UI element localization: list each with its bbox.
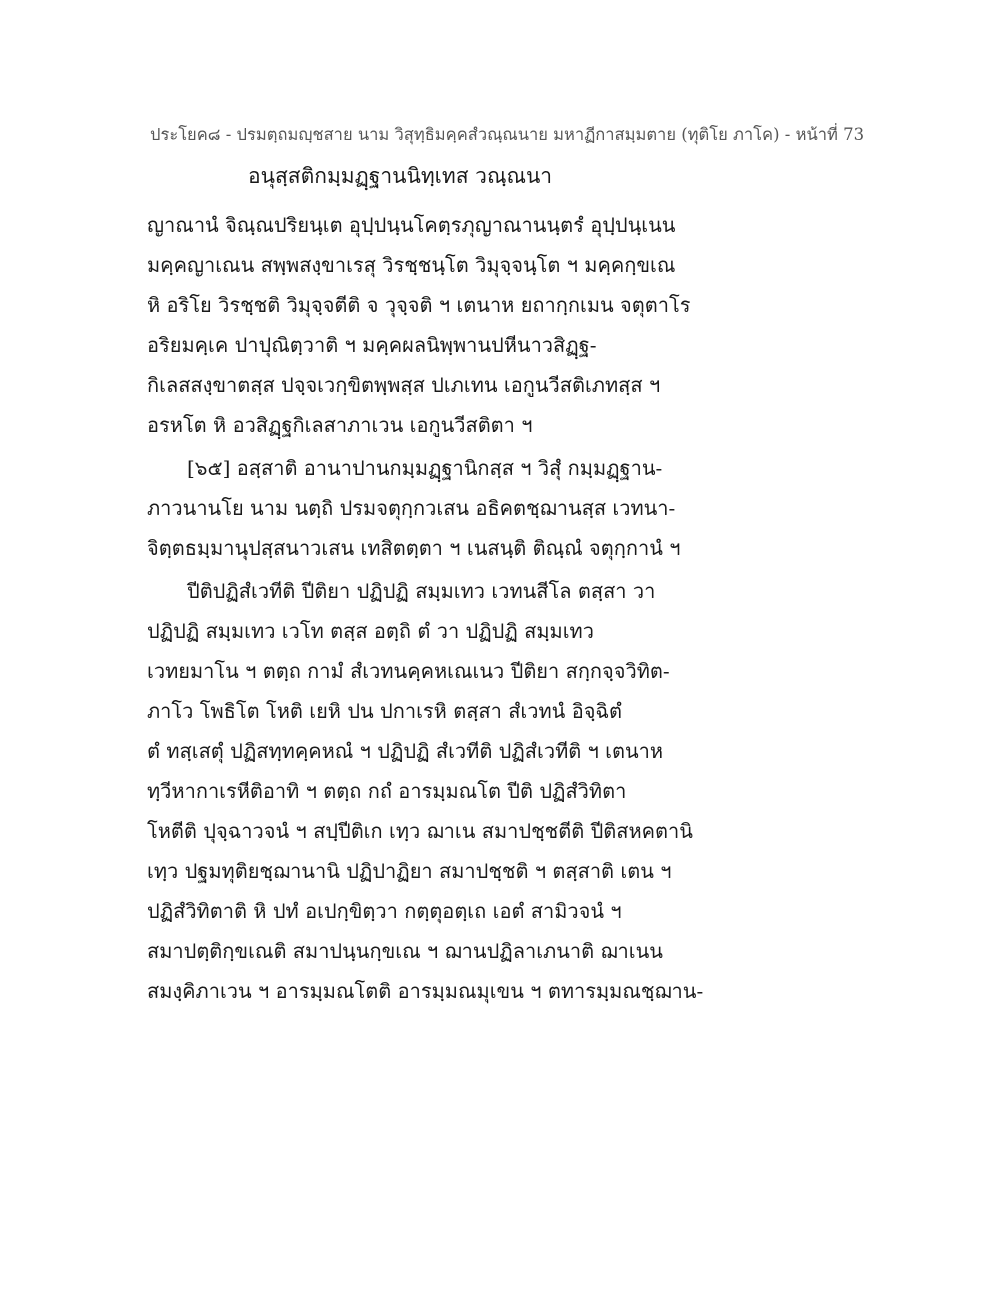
text-line: อรหโต หิ อวสิฏฺฐกิเลสาภาเวน เอกูนวีสติตา ฯ: [147, 413, 533, 437]
section-title: อนุสฺสติกมฺมฏฺฐานนิทฺเทส วณฺณนา: [248, 164, 553, 188]
text-line: สมาปตฺติกฺขเณติ สมาปนฺนกฺขเณ ฯ ฌานปฏิลาเภนาติ ฌาเนน: [147, 939, 663, 963]
text-line: อริยมคฺเค ปาปุณิตฺวาติ ฯ มคฺคผลนิพฺพานปหีนาวสิฏฺฐ-: [147, 333, 597, 357]
text-line: จิตฺตธมฺมานุปสฺสนาวเสน เทสิตตฺตา ฯ เนสนฺติ ติณฺณํ จตุกฺกานํ ฯ: [147, 536, 681, 560]
body-text: [147, 205, 704, 1011]
text-line: หิ อริโย วิรชฺชติ วิมุจฺจตีติ จ วุจฺจติ ฯ เตนาห ยถากฺกเมน จตุตาโร: [147, 293, 691, 317]
text-line: ภาโว โพธิโต โหติ เยหิ ปน ปกาเรหิ ตสฺสา สํเวทนํ อิจฺฉิตํ: [147, 699, 623, 723]
running-header: ประโยค๘ - ปรมตฺถมญฺชสาย นาม วิสุทฺธิมคฺคสํวณฺณนาย มหาฏีกาสมฺมตาย (ทุติโย ภาโค) - หน้าที่ 73: [150, 125, 865, 144]
text-line: ตํ ทสฺเสตุํ ปฏิสทฺทคฺคหณํ ฯ ปฏิปฏิ สํเวทีติ ปฏิสํเวทีติ ฯ เตนาห: [147, 739, 664, 763]
text-line: ปฏิปฏิ สมฺมเทว เวโท ตสฺส อตฺถิ ตํ วา ปฏิปฏิ สมฺมเทว: [147, 619, 594, 643]
text-line: ภาวนานโย นาม นตฺถิ ปรมจตุกฺกวเสน อธิคตชฺฌานสฺส เวทนา-: [147, 496, 676, 520]
text-line: เวทยมาโน ฯ ตตฺถ กามํ สํเวทนคฺคหเณเนว ปีติยา สกฺกจฺจวิทิต-: [147, 659, 670, 683]
text-line: กิเลสสงฺขาตสฺส ปจฺจเวกฺขิตพฺพสฺส ปเภเทน เอกูนวีสติเภทสฺส ฯ: [147, 373, 661, 397]
paragraph-start-line: ปีติปฏิสํเวทีติ ปีติยา ปฏิปฏิ สมฺมเทว เวทนสีโล ตสฺสา วา: [187, 579, 656, 603]
text-line: ปฏิสํวิทิตาติ หิ ปทํ อเปกฺขิตฺวา กตฺตุอตฺเถ เอตํ สามิวจนํ ฯ: [147, 899, 622, 923]
text-line: สมงฺคิภาเวน ฯ อารมฺมณโตติ อารมฺมณมุเขน ฯ ตทารมฺมณชฺฌาน-: [147, 979, 704, 1003]
text-line: โหตีติ ปุจฺฉาวจนํ ฯ สปฺปีติเก เทฺว ฌาเน สมาปชฺชตีติ ปีติสหคตานิ: [147, 819, 693, 843]
paragraph-start-line: [๖๕] อสฺสาติ อานาปานกมฺมฏฺฐานิกสฺส ฯ วิสุํ กมฺมฏฺฐาน-: [187, 456, 663, 480]
text-line: ญาณานํ จิณฺณปริยนฺเต อุปฺปนฺนโคตฺรภุญาณานนฺตรํ อุปฺปนฺเนน: [147, 213, 676, 237]
text-line: มคฺคญาเณน สพฺพสงฺขาเรสุ วิรชฺชนฺโต วิมุจฺจนฺโต ฯ มคฺคกฺขเณ: [147, 253, 676, 277]
text-line: เทฺว ปฐมทุติยชฺฌานานิ ปฏิปาฏิยา สมาปชฺชติ ฯ ตสฺสาติ เตน ฯ: [147, 859, 672, 883]
text-line: ทฺวีหากาเรหีติอาทิ ฯ ตตฺถ กถํ อารมฺมณโต ปีติ ปฏิสํวิทิตา: [147, 779, 627, 803]
